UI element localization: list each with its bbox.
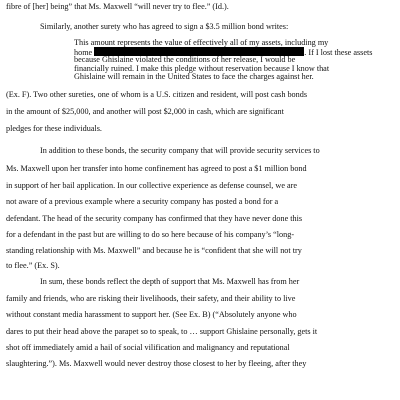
text-line: in support of her bail application. In our collective experience as defense counsel, we are (6, 181, 297, 190)
text-line: without constant media harassment to support her. (See Ex. B) (“Absolutely anyone who (6, 310, 297, 319)
text-line: (Ex. F). Two other sureties, one of whom is a U.S. citizen and resident, will post cash bonds (6, 90, 308, 99)
text-line: standing relationship with Ms. Maxwell” and because he is “confident that she will not try (6, 246, 302, 255)
text-line: defendant. The head of the security company has confirmed that they have never done this (6, 214, 303, 223)
text-line: family and friends, who are risking their livelihoods, their safety, and their ability to live (6, 294, 296, 303)
quote-word: home (74, 48, 93, 57)
text-line: In addition to these bonds, the security company that will provide security services to (40, 146, 320, 155)
text-line: Ms. Maxwell upon her transfer into home confinement has agreed to post a $1 million bond (6, 164, 307, 173)
text-line: not aware of a previous example where a security company has posted a bond for a (6, 197, 279, 206)
text-line: dares to put their head above the parapet so to speak, to … support Ghislaine personally, gets it (6, 327, 318, 336)
quote-line: financially ruined. I make this pledge without reservation because I know that (74, 64, 330, 73)
text-line: slaughtering.”). Ms. Maxwell would never destroy those closest to her by fleeing, after they (6, 359, 307, 368)
quote-word: . If I lost these assets (304, 48, 373, 57)
quote-line: This amount represents the value of effectively all of my assets, including my (74, 38, 329, 47)
text-line: to flee.” (Ex. S). (6, 261, 60, 270)
text-line: fibre of [her] being” that Ms. Maxwell “will never try to flee.” (Id.). (6, 2, 229, 11)
text-line: In sum, these bonds reflect the depth of support that Ms. Maxwell has from her (40, 277, 300, 286)
quote-line: because Ghislaine violated the conditions of her release, I would be (74, 55, 296, 64)
text-line: for a defendant in the past but are willing to do so here because of his company’s “long- (6, 230, 295, 239)
text-line: Similarly, another surety who has agreed to sign a $3.5 million bond writes: (40, 22, 289, 31)
text-line: pledges for these individuals. (6, 124, 102, 133)
text-line: in the amount of $25,000, and another will post $2,000 in cash, which are significant (6, 107, 284, 116)
quote-line: Ghislaine will remain in the United States to face the charges against her. (74, 72, 314, 81)
text-line: shot off immediately amid a hail of social vilification and malignancy and reputational (6, 343, 290, 352)
